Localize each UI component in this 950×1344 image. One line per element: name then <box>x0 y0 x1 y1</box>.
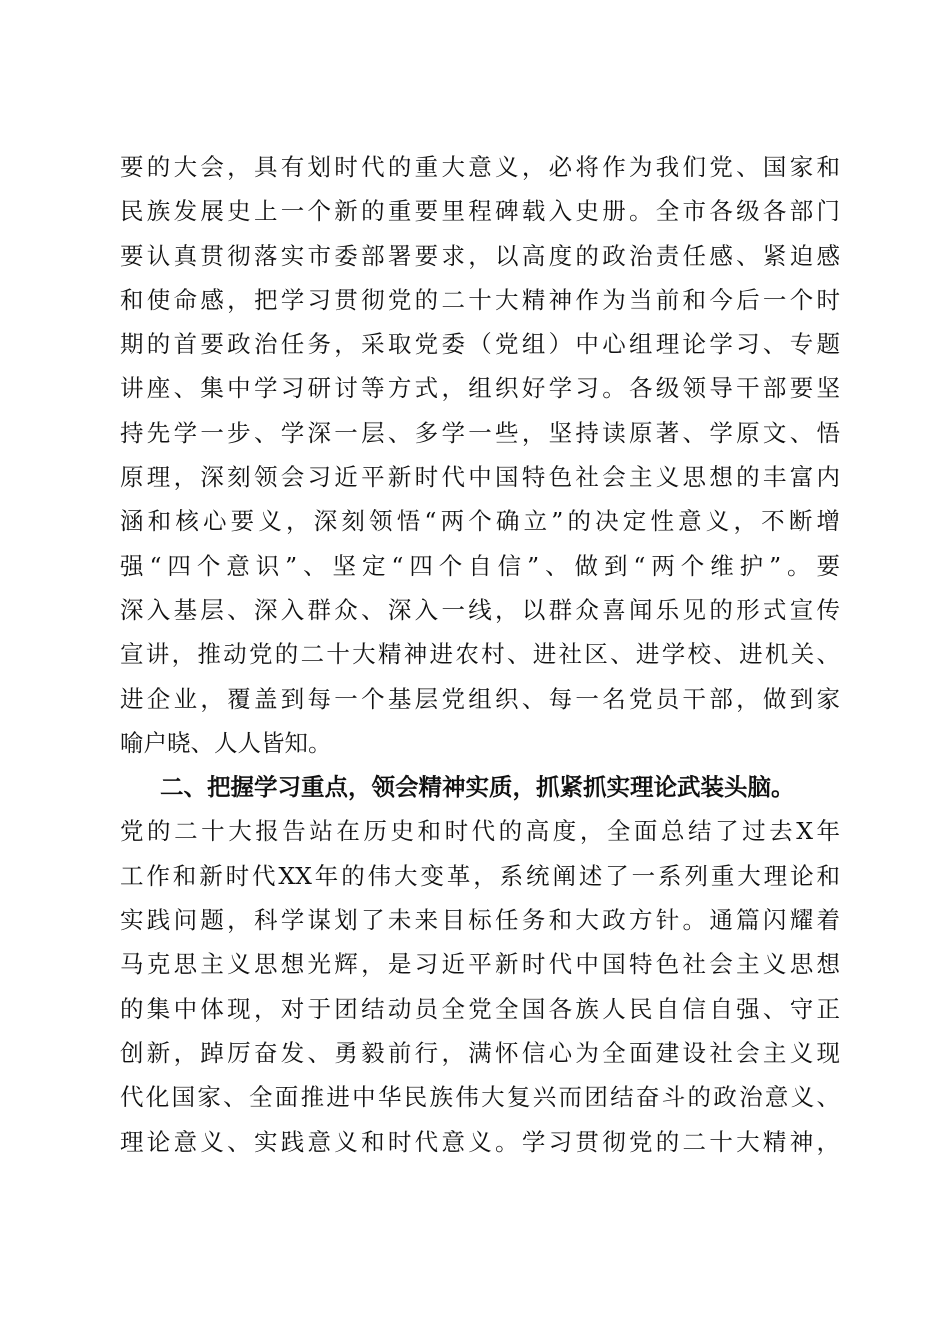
text-line: 代化国家、全面推进中华民族伟大复兴而团结奋斗的政治意义、 <box>120 1083 840 1112</box>
text-line: 讲座、集中学习研讨等方式，组织好学习。各级领导干部要坚 <box>120 374 840 403</box>
text-line: 创新，踔厉奋发、勇毅前行，满怀信心为全面建设社会主义现 <box>120 1038 840 1067</box>
text-line: 的集中体现，对于团结动员全党全国各族人民自信自强、守正 <box>120 994 840 1023</box>
text-line: 强“四个意识”、坚定“四个自信”、做到“两个维护”。要 <box>120 551 840 580</box>
text-line: 马克思主义思想光辉，是习近平新时代中国特色社会主义思想 <box>120 950 840 979</box>
text-line: 涵和核心要义，深刻领悟“两个确立”的决定性意义，不断增 <box>120 507 840 536</box>
paragraph-2 <box>120 809 840 1163</box>
document-page <box>120 145 840 1164</box>
text-line: 和使命感，把学习贯彻党的二十大精神作为当前和今后一个时 <box>120 285 840 314</box>
section-heading: 二、把握学习重点，领会精神实质，抓紧抓实理论武装头脑。 <box>160 773 795 802</box>
paragraph-1 <box>120 145 840 765</box>
text-line: 民族发展史上一个新的重要里程碑载入史册。全市各级各部门 <box>120 197 840 226</box>
text-line: 理论意义、实践意义和时代意义。学习贯彻党的二十大精神， <box>120 1127 840 1156</box>
text-line: 进企业，覆盖到每一个基层党组织、每一名党员干部，做到家 <box>120 684 840 713</box>
text-line: 宣讲，推动党的二十大精神进农村、进社区、进学校、进机关、 <box>120 640 840 669</box>
text-line: 期的首要政治任务，采取党委（党组）中心组理论学习、专题 <box>120 330 840 359</box>
text-line: 党的二十大报告站在历史和时代的高度，全面总结了过去X年 <box>120 817 840 846</box>
text-line: 深入基层、深入群众、深入一线，以群众喜闻乐见的形式宣传 <box>120 595 840 624</box>
text-line: 实践问题，科学谋划了未来目标任务和大政方针。通篇闪耀着 <box>120 906 840 935</box>
text-line: 喻户晓、人人皆知。 <box>120 728 332 757</box>
text-line: 要的大会，具有划时代的重大意义，必将作为我们党、国家和 <box>120 153 840 181</box>
text-line: 原理，深刻领会习近平新时代中国特色社会主义思想的丰富内 <box>120 463 840 492</box>
text-line: 要认真贯彻落实市委部署要求，以高度的政治责任感、紧迫感 <box>120 241 840 270</box>
text-line: 持先学一步、学深一层、多学一些，坚持读原著、学原文、悟 <box>120 418 840 447</box>
text-line: 工作和新时代XX年的伟大变革，系统阐述了一系列重大理论和 <box>120 861 840 890</box>
